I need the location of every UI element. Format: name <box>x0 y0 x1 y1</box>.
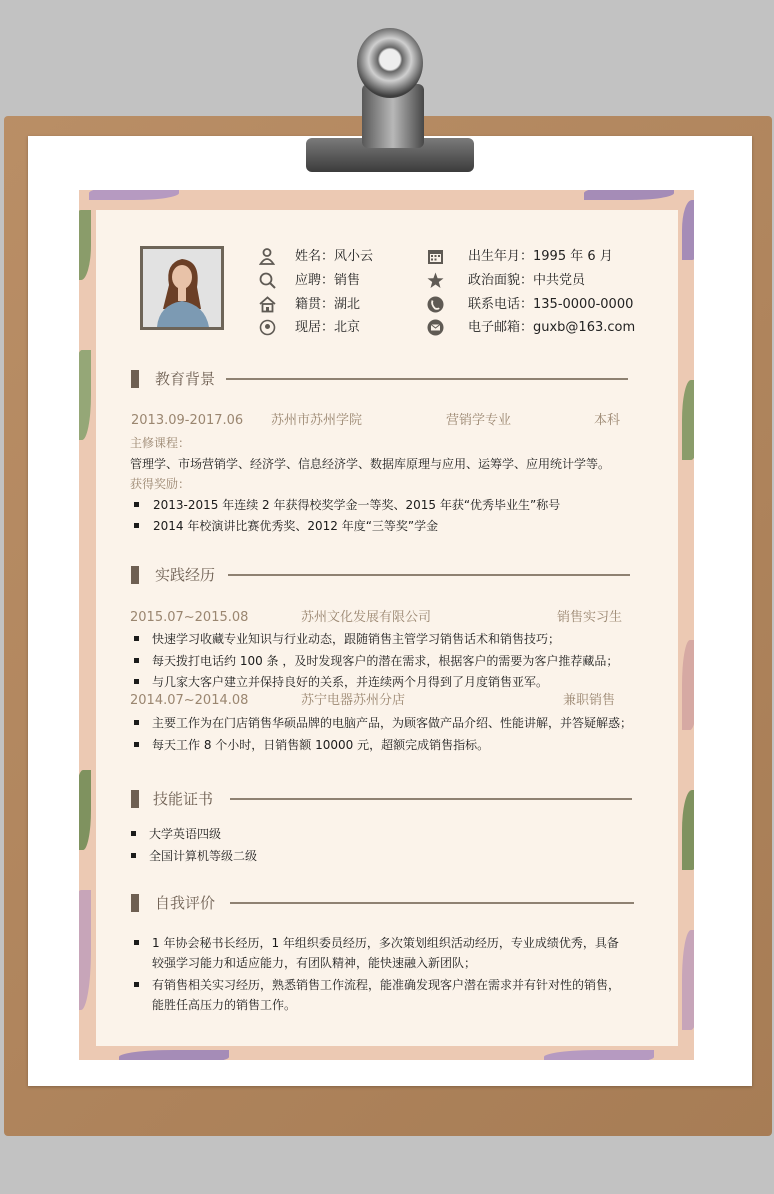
section-marker <box>131 790 139 808</box>
self-item-line: 较强学习能力和适应能力，有团队精神，能快速融入新团队； <box>152 956 477 970</box>
education-degree: 本科 <box>594 413 621 428</box>
bullet <box>134 720 139 725</box>
education-school: 苏州市苏州学院 <box>271 413 363 428</box>
education-period: 2013.09-2017.06 <box>131 413 244 428</box>
education-title: 教育背景 <box>155 370 216 388</box>
profile-birth: 出生年月：1995 年 6 月 <box>468 249 613 264</box>
mail-icon <box>426 319 444 337</box>
self-title: 自我评价 <box>155 894 216 912</box>
star-icon <box>426 272 444 290</box>
profile-apply: 应聘：销售 <box>295 273 361 288</box>
section-divider <box>230 902 634 904</box>
self-item-line: 有销售相关实习经历，熟悉销售工作流程，能准确发现客户潜在需求并有针对性的销售， <box>152 978 621 992</box>
profile-origin: 籍贯：湖北 <box>295 297 361 312</box>
section-divider <box>230 798 632 800</box>
location-pin-icon <box>258 319 276 337</box>
bullet <box>134 658 139 663</box>
bullet <box>134 636 139 641</box>
job-role: 销售实习生 <box>557 610 623 625</box>
section-marker <box>131 566 139 584</box>
profile-politics: 政治面貌：中共党员 <box>468 273 586 288</box>
job-item: 每天工作 8 个小时，日销售额 10000 元，超额完成销售指标。 <box>152 738 490 752</box>
job-company: 苏宁电器苏州分店 <box>301 693 406 708</box>
section-marker <box>131 894 139 912</box>
courses-label: 主修课程： <box>130 436 191 450</box>
bullet <box>134 940 139 945</box>
profile-residence: 现居：北京 <box>295 320 361 335</box>
person-icon <box>258 248 276 266</box>
profile-email: 电子邮箱：guxb@163.com <box>468 320 636 335</box>
award-item: 2013-2015 年连续 2 年获得校奖学金一等奖、2015 年获“优秀毕业生”称号 <box>153 498 561 512</box>
skill-item: 全国计算机等级二级 <box>149 849 258 863</box>
job-item: 快速学习收藏专业知识与行业动态，跟随销售主管学习销售话术和销售技巧； <box>152 632 561 646</box>
bullet <box>134 982 139 987</box>
job-item: 主要工作为在门店销售华硕品牌的电脑产品，为顾客做产品介绍、性能讲解，并答疑解惑； <box>152 716 633 730</box>
calendar-icon <box>426 248 444 266</box>
home-icon <box>258 296 276 314</box>
phone-icon <box>426 296 444 314</box>
courses-text: 管理学、市场营销学、经济学、信息经济学、数据库原理与应用、运筹学、应用统计学等。 <box>130 457 611 471</box>
job-item: 每天拨打电话约 100 条 ，及时发现客户的潜在需求，根据客户的需要为客户推荐藏品； <box>152 654 619 668</box>
profile-name: 姓名：风小云 <box>295 249 374 264</box>
bullet <box>134 742 139 747</box>
section-divider <box>228 574 630 576</box>
clip-ring <box>357 28 423 98</box>
job-role: 兼职销售 <box>563 693 616 708</box>
job-item: 与几家大客户建立并保持良好的关系，并连续两个月得到了月度销售亚军。 <box>152 675 549 689</box>
bullet <box>134 523 139 528</box>
section-marker <box>131 370 139 388</box>
profile-photo <box>140 246 224 330</box>
bullet <box>134 679 139 684</box>
skill-item: 大学英语四级 <box>149 827 222 841</box>
job-company: 苏州文化发展有限公司 <box>301 610 432 625</box>
education-major: 营销学专业 <box>446 413 512 428</box>
skills-title: 技能证书 <box>153 790 214 808</box>
awards-label: 获得奖励： <box>130 477 191 491</box>
practice-title: 实践经历 <box>155 566 216 584</box>
bullet <box>131 853 136 858</box>
job-period: 2014.07~2014.08 <box>130 693 249 708</box>
bullet <box>134 502 139 507</box>
bullet <box>131 831 136 836</box>
search-icon <box>258 272 276 290</box>
self-item-line: 能胜任高压力的销售工作。 <box>152 998 297 1012</box>
section-divider <box>226 378 628 380</box>
award-item: 2014 年校演讲比赛优秀奖、2012 年度“三等奖”学金 <box>153 519 439 533</box>
profile-phone: 联系电话：135-0000-0000 <box>468 297 634 312</box>
job-period: 2015.07~2015.08 <box>130 610 249 625</box>
self-item-line: 1 年协会秘书长经历，1 年组织委员经历，多次策划组织活动经历，专业成绩优秀，具备 <box>152 936 619 950</box>
